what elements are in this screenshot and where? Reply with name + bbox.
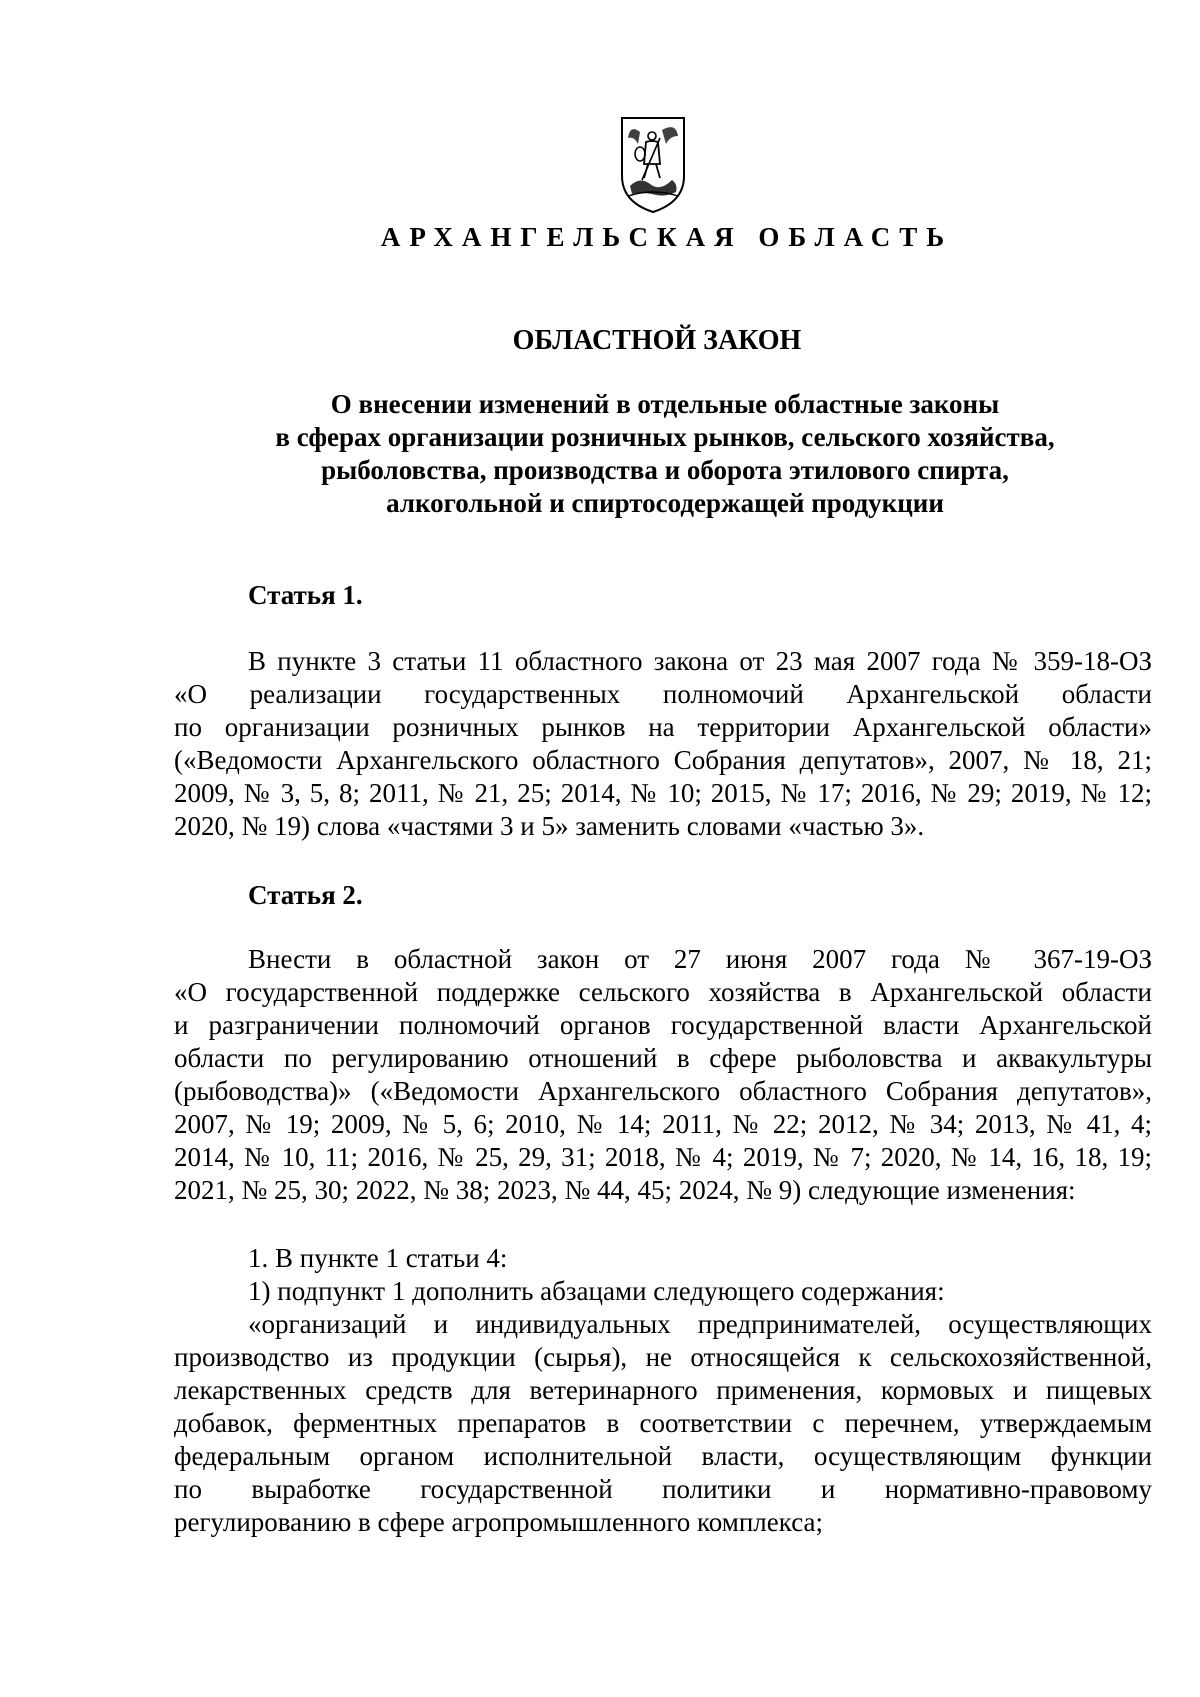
text-line: по выработке государственной политики и нормативно-правовому — [174, 1474, 1152, 1504]
text-line: лекарственных средств для ветеринарного применения, кормовых и пищевых — [174, 1375, 1152, 1405]
text-line: (рыбоводства)» («Ведомости Архангельского областного Собрания депутатов», — [174, 1076, 1152, 1106]
text-line: 2009, № 3, 5, 8; 2011, № 21, 25; 2014, № 10; 2015, № 17; 2016, № 29; 2019, № 12; — [174, 778, 1152, 808]
region-name: АРХАНГЕЛЬСКАЯ ОБЛАСТЬ — [380, 222, 954, 252]
article-1-text — [174, 645, 1152, 843]
text-line: «О реализации государственных полномочий Архангельской области — [174, 679, 1152, 709]
text-line: производство из продукции (сырья), не относящейся к сельскохозяйственной, — [174, 1342, 1152, 1372]
text-line: («Ведомости Архангельского областного Собрания депутатов», 2007, № 18, 21; — [174, 745, 1152, 775]
law-title-line: рыболовства, производства и оборота этилового спирта, — [321, 455, 1009, 485]
text-line: Внести в областной закон от 27 июня 2007 года № 367-19-ОЗ — [248, 944, 1152, 974]
text-line: 2020, № 19) слова «частями 3 и 5» заменить словами «частью 3». — [174, 811, 925, 841]
law-title-line: в сферах организации розничных рынков, сельского хозяйства, — [275, 422, 1055, 452]
law-type: ОБЛАСТНОЙ ЗАКОН — [512, 325, 802, 356]
article-1-heading: Статья 1. — [248, 580, 363, 610]
text-line: 2007, № 19; 2009, № 5, 6; 2010, № 14; 2011, № 22; 2012, № 34; 2013, № 41, 4; — [174, 1109, 1152, 1139]
arkhangelsk-coat-of-arms-icon — [616, 114, 690, 216]
law-title — [200, 388, 1130, 520]
subitem-1: 1) подпункт 1 дополнить абзацами следующего содержания: — [248, 1276, 945, 1306]
text-line: регулированию в сфере агропромышленного комплекса; — [174, 1507, 824, 1537]
article-2-heading: Статья 2. — [248, 880, 363, 910]
text-line: области по регулированию отношений в сфере рыболовства и аквакультуры — [174, 1043, 1152, 1073]
text-line: по организации розничных рынков на территории Архангельской области» — [174, 712, 1152, 742]
text-line: «организаций и индивидуальных предпринимателей, осуществляющих — [248, 1309, 1152, 1339]
article-2-text — [174, 943, 1152, 1207]
law-title-line: О внесении изменений в отдельные областные законы — [330, 389, 1000, 419]
text-line: В пункте 3 статьи 11 областного закона от 23 мая 2007 года № 359-18-ОЗ — [248, 646, 1152, 676]
text-line: «О государственной поддержке сельского хозяйства в Архангельской области — [174, 977, 1152, 1007]
quoted-text — [174, 1308, 1152, 1539]
text-line: 2021, № 25, 30; 2022, № 38; 2023, № 44, 45; 2024, № 9) следующие изменения: — [174, 1175, 1076, 1205]
item-1: 1. В пункте 1 статьи 4: — [248, 1243, 508, 1273]
text-line: федеральным органом исполнительной власти, осуществляющим функции — [174, 1441, 1152, 1471]
text-line: 2014, № 10, 11; 2016, № 25, 29, 31; 2018, № 4; 2019, № 7; 2020, № 14, 16, 18, 19; — [174, 1142, 1152, 1172]
text-line: добавок, ферментных препаратов в соответствии с перечнем, утверждаемым — [174, 1408, 1152, 1438]
text-line: и разграничении полномочий органов государственной власти Архангельской — [174, 1010, 1152, 1040]
law-title-line: алкогольной и спиртосодержащей продукции — [386, 488, 944, 518]
